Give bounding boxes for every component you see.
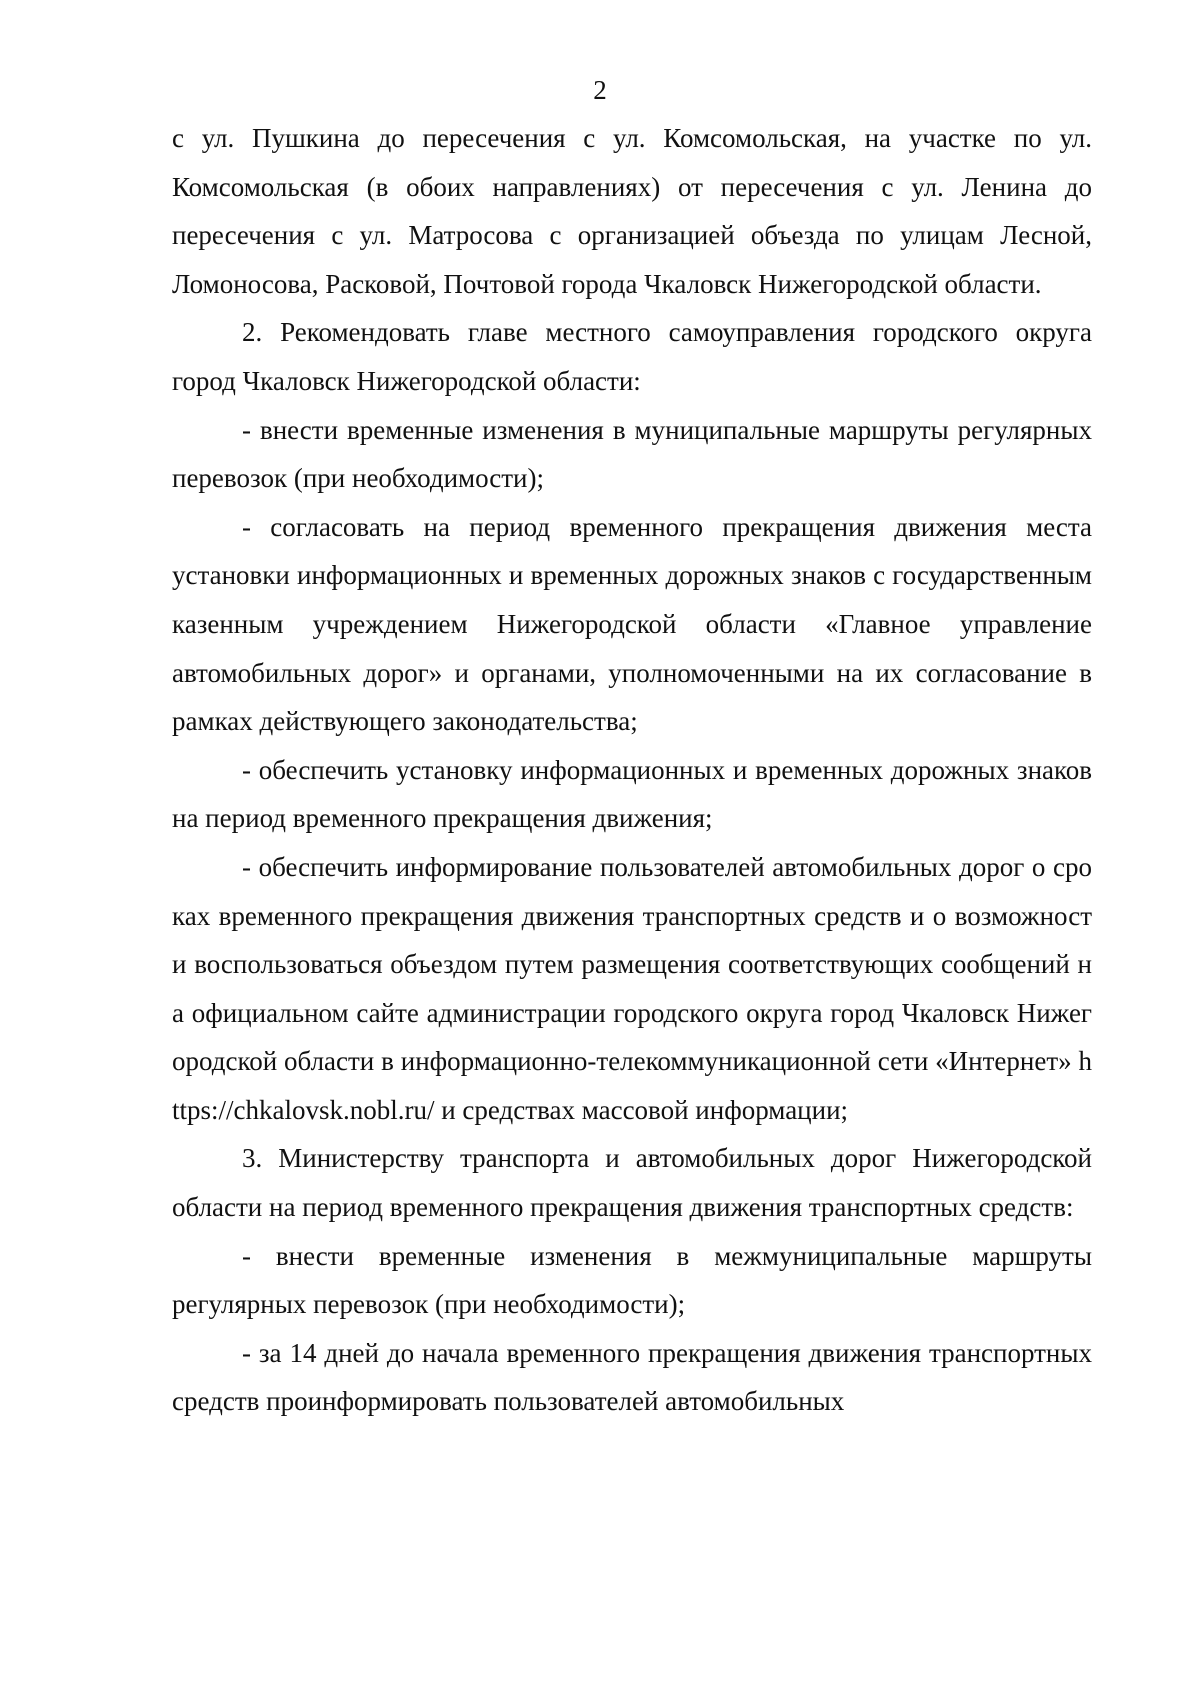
paragraph-item-2-inform-users: - обеспечить информирование пользователей автомобильных дорог о сроках временного прекращения движения транспортных средств и о возможности воспользоваться объездом путем размещения соответствующих сообщений на официальном сайте администрации городского округа город Чкаловск Нижегородской области в информационно-телекоммуникационной сети «Интернет» https://chkalovsk.nobl.ru/ и средствах массовой информации;	[172, 851, 1092, 1125]
page-number: 2	[593, 75, 607, 105]
paragraph-item-2-routes: - внести временные изменения в муниципальные маршруты регулярных перевозок (при необходимости);	[172, 414, 1092, 494]
paragraph-item-2-coordinate-signs: - согласовать на период временного прекращения движения места установки информационных и временных дорожных знаков с государственным казенным учреждением Нижегородской области «Главное управление автомобильных дорог» и органами, уполномоченными на их согласование в рамках действующего законодательства;	[172, 511, 1092, 737]
paragraph-item-2-recommend: 2. Рекомендовать главе местного самоуправления городского округа город Чкаловск Нижегородской области:	[172, 317, 1092, 396]
document-body	[172, 114, 1092, 1426]
paragraph-item-3-ministry: 3. Министерству транспорта и автомобильных дорог Нижегородской области на период временного прекращения движения транспортных средств:	[172, 1143, 1092, 1223]
paragraph-detour-continuation: с ул. Пушкина до пересечения с ул. Комсомольская, на участке по ул. Комсомольская (в обоих направлениях) от пересечения с ул. Ленина до пересечения с ул. Матросова с организацией объезда по улицам Лесной, Ломоносова, Расковой, Почтовой города Чкаловск Нижегородской области.	[172, 123, 1092, 299]
paragraph-item-3-notify: - за 14 дней до начала временного прекращения движения транспортных средств проинформировать пользователей автомобильных	[172, 1337, 1092, 1417]
paragraph-item-2-install-signs: - обеспечить установку информационных и временных дорожных знаков на период временного прекращения движения;	[172, 754, 1092, 834]
paragraph-item-3-routes: - внести временные изменения в межмуниципальные маршруты регулярных перевозок (при необходимости);	[172, 1240, 1092, 1320]
